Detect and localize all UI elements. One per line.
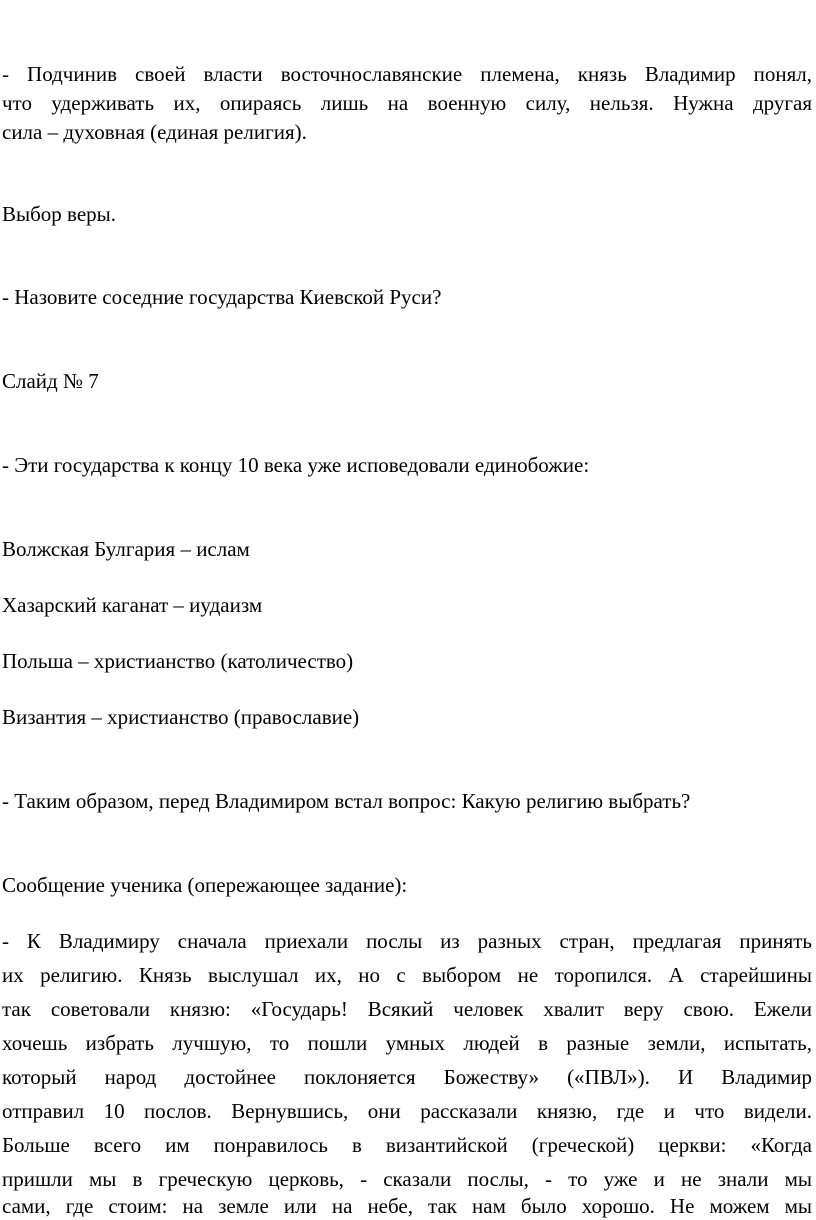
- state-religion-item: Польша – христианство (католичество): [2, 649, 354, 673]
- state-religion-item: Волжская Булгария – ислам: [2, 537, 250, 561]
- intro-line: что удерживать их, опираясь лишь на военную силу, нельзя. Нужна другая: [2, 91, 812, 115]
- student-report-heading: Сообщение ученика (опережающее задание):: [2, 873, 408, 897]
- report-line: отправил 10 послов. Вернувшись, они рассказали князю, где и что видели.: [2, 1099, 812, 1123]
- intro-line: сила – духовная (единая религия).: [2, 120, 307, 144]
- report-line: Больше всего им понравилось в византийской (греческой) церкви: «Когда: [2, 1133, 812, 1157]
- report-line: пришли мы в греческую церковь, - сказали послы, - то уже и не знали мы: [2, 1167, 812, 1191]
- report-line: их религию. Князь выслушал их, но с выбором не торопился. А старейшины: [2, 963, 812, 987]
- intro-line: - Подчинив своей власти восточнославянские племена, князь Владимир понял,: [2, 62, 812, 86]
- question-religion: - Таким образом, перед Владимиром встал вопрос: Какую религию выбрать?: [2, 789, 691, 813]
- report-line: так советовали князю: «Государь! Всякий человек хвалит веру свою. Ежели: [2, 997, 812, 1021]
- report-line: сами, где стоим: на земле или на небе, так нам было хорошо. Не можем мы: [2, 1194, 812, 1218]
- report-line: хочешь избрать лучшую, то пошли умных людей в разные земли, испытать,: [2, 1031, 812, 1055]
- state-religion-item: Хазарский каганат – иудаизм: [2, 593, 263, 617]
- report-line: который народ достойнее поклоняется Божеству» («ПВЛ»). И Владимир: [2, 1065, 812, 1089]
- question-neighbors: - Назовите соседние государства Киевской Руси?: [2, 285, 442, 309]
- section-heading-choice: Выбор веры.: [2, 202, 117, 226]
- monotheism-intro: - Эти государства к концу 10 века уже исповедовали единобожие:: [2, 453, 590, 477]
- state-religion-item: Византия – христианство (православие): [2, 705, 360, 729]
- slide-label: Слайд № 7: [2, 369, 99, 393]
- report-line: - К Владимиру сначала приехали послы из разных стран, предлагая принять: [2, 929, 812, 953]
